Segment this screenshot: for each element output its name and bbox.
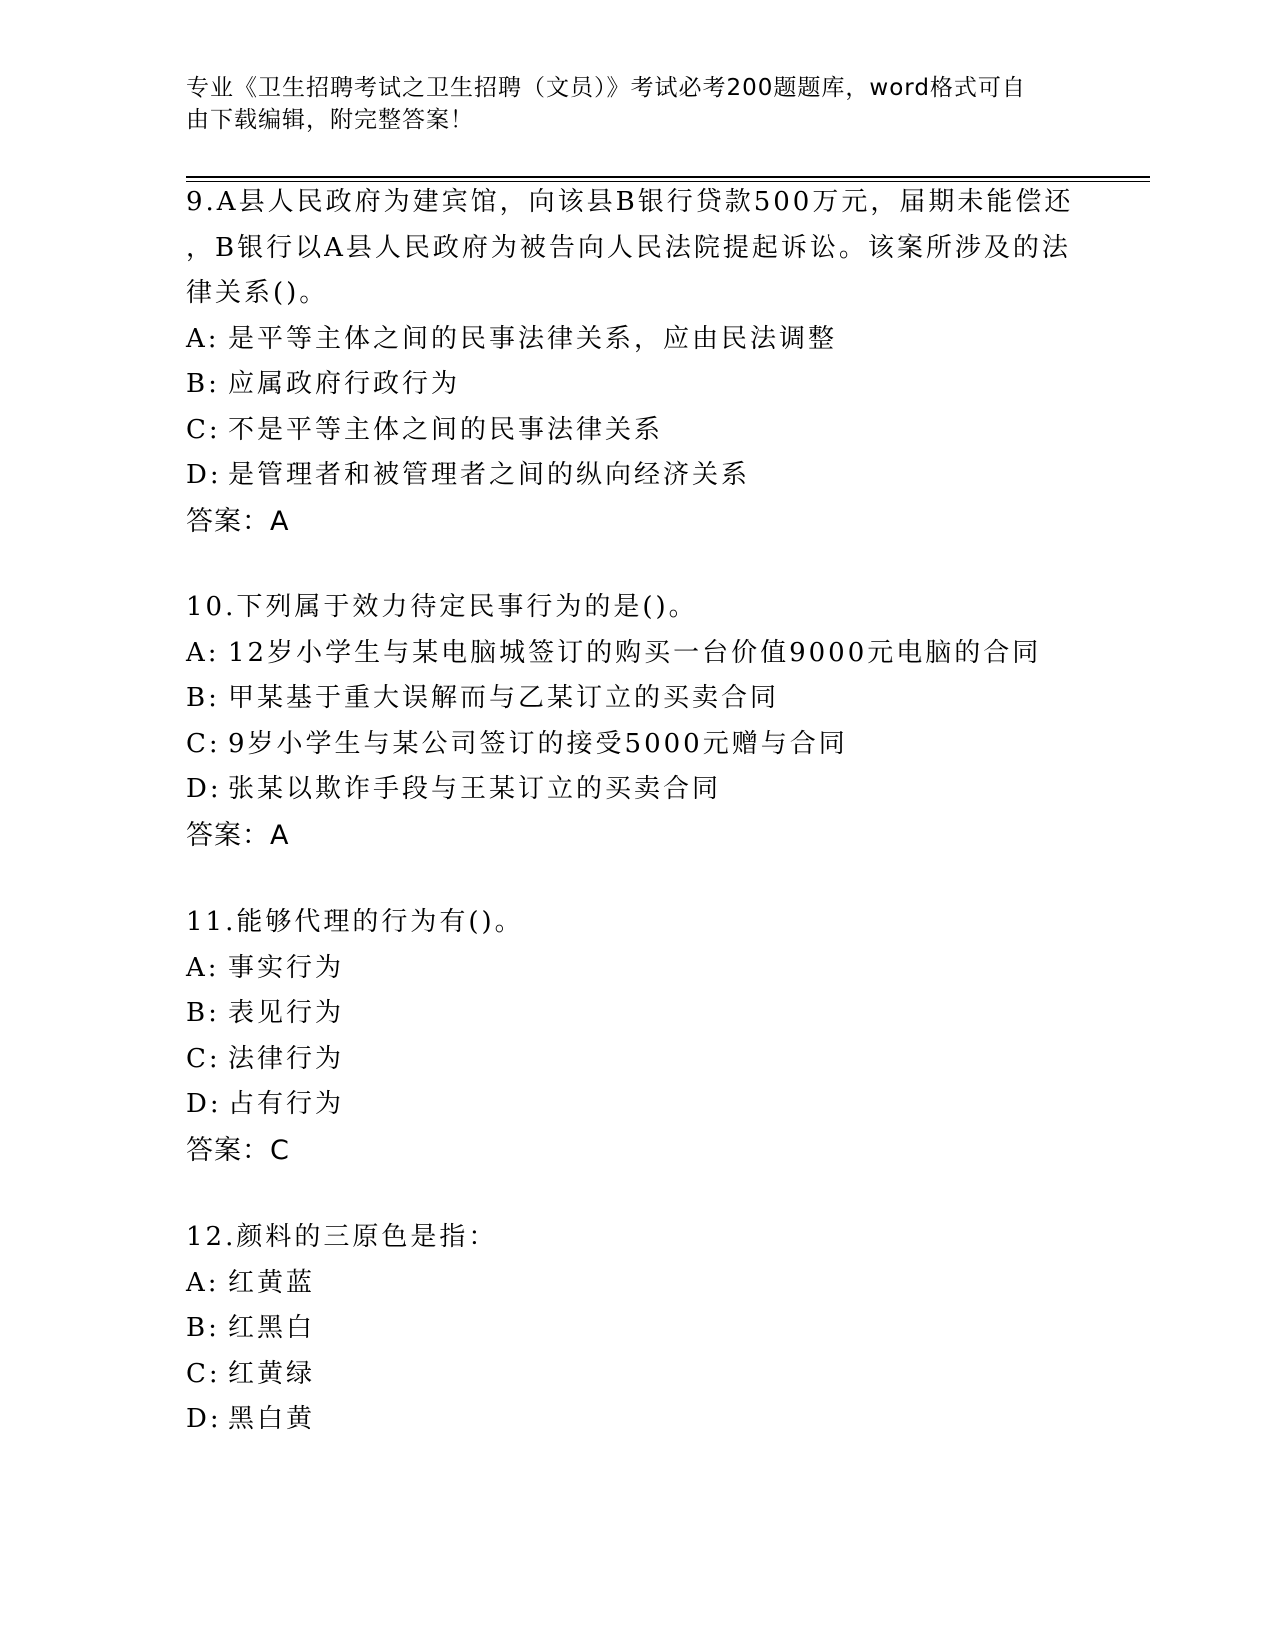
option-c: C: 9岁小学生与某公司签订的接受5000元赠与合同 <box>186 728 848 759</box>
option-a: A: 红黄蓝 <box>186 1267 316 1298</box>
option-d: D: 黑白黄 <box>186 1404 316 1434</box>
option-a: A: 是平等主体之间的民事法律关系，应由民法调整 <box>186 323 838 354</box>
question-stem-line: 12.颜料的三原色是指： <box>186 1222 498 1252</box>
question-12 <box>186 1215 1086 1443</box>
question-stem-line: 11.能够代理的行为有()。 <box>186 907 524 937</box>
option-a: A: 12岁小学生与某电脑城签订的购买一台价值9000元电脑的合同 <box>186 637 1042 668</box>
answer-line: 答案：C <box>186 1134 290 1166</box>
option-b: B: 表见行为 <box>186 998 345 1028</box>
option-a: A: 事实行为 <box>186 952 345 983</box>
option-c: C: 法律行为 <box>186 1043 345 1074</box>
option-d: D: 张某以欺诈手段与王某订立的买卖合同 <box>186 774 722 804</box>
answer-line: 答案：A <box>186 505 290 537</box>
option-c: C: 不是平等主体之间的民事法律关系 <box>186 414 664 445</box>
option-b: B: 应属政府行政行为 <box>186 369 461 399</box>
option-b: B: 甲某基于重大误解而与乙某订立的买卖合同 <box>186 683 780 713</box>
document-header <box>186 72 1066 136</box>
question-stem-line: 10.下列属于效力待定民事行为的是()。 <box>186 592 698 622</box>
question-stem-line: ，B银行以A县人民政府为被告向人民法院提起诉讼。该案所涉及的法 <box>186 232 1071 263</box>
header-rule-thick <box>186 176 1150 178</box>
header-line-1: 专业《卫生招聘考试之卫生招聘（文员）》考试必考200题题库，word格式可自 <box>186 75 1026 101</box>
question-stem-line: 律关系()。 <box>186 278 329 308</box>
option-d: D: 占有行为 <box>186 1089 345 1119</box>
answer-line: 答案：A <box>186 819 290 851</box>
question-11 <box>186 900 1086 1173</box>
header-line-2: 由下载编辑，附完整答案！ <box>186 107 474 133</box>
option-c: C: 红黄绿 <box>186 1358 316 1389</box>
question-stem-line: 9.A县人民政府为建宾馆，向该县B银行贷款500万元，届期未能偿还 <box>186 187 1074 217</box>
option-b: B: 红黑白 <box>186 1313 316 1343</box>
question-10 <box>186 585 1086 858</box>
option-d: D: 是管理者和被管理者之间的纵向经济关系 <box>186 460 751 490</box>
question-9 <box>186 180 1086 544</box>
